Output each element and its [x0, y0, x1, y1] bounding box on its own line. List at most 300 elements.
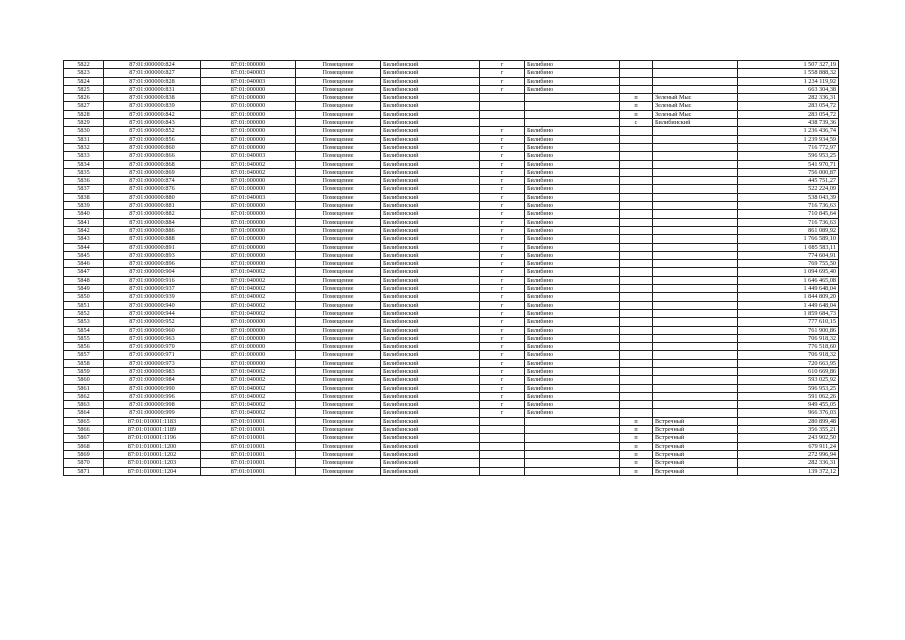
locality-type-cell: [620, 202, 653, 210]
settlement-type-cell: г: [480, 127, 525, 135]
object-type-cell: Помещение: [296, 251, 381, 259]
locality-name-cell: [653, 367, 738, 375]
row-number-cell: 5844: [64, 243, 104, 251]
settlement-name-cell: [525, 459, 620, 467]
locality-name-cell: [653, 376, 738, 384]
cadastral-number-cell: 87:01:000000:828: [104, 77, 201, 85]
cadastral-quarter-cell: 87:01:040002: [201, 392, 296, 400]
object-type-cell: Помещение: [296, 384, 381, 392]
district-cell: Билибинский: [381, 185, 480, 193]
row-number-cell: 5859: [64, 367, 104, 375]
row-number-cell: 5862: [64, 392, 104, 400]
locality-name-cell: [653, 168, 738, 176]
cadastral-number-cell: 87:01:000000:874: [104, 177, 201, 185]
cadastral-value-cell: 1 859 684,73: [738, 309, 839, 317]
locality-type-cell: [620, 318, 653, 326]
locality-type-cell: [620, 343, 653, 351]
settlement-type-cell: г: [480, 202, 525, 210]
cadastral-number-cell: 87:01:000000:860: [104, 143, 201, 151]
locality-type-cell: [620, 143, 653, 151]
locality-name-cell: [653, 293, 738, 301]
cadastral-number-cell: 87:01:000000:984: [104, 376, 201, 384]
settlement-name-cell: Билибино: [525, 392, 620, 400]
locality-type-cell: [620, 218, 653, 226]
cadastral-number-cell: 87:01:010001:1200: [104, 442, 201, 450]
cadastral-value-cell: 538 043,39: [738, 193, 839, 201]
locality-name-cell: Встречный: [653, 450, 738, 458]
settlement-type-cell: [480, 434, 525, 442]
locality-type-cell: [620, 77, 653, 85]
locality-name-cell: Встречный: [653, 459, 738, 467]
table-row: [64, 94, 839, 102]
settlement-name-cell: [525, 426, 620, 434]
object-type-cell: Помещение: [296, 226, 381, 234]
settlement-name-cell: Билибино: [525, 61, 620, 69]
table-row: [64, 467, 839, 475]
cadastral-quarter-cell: 87:01:010001: [201, 426, 296, 434]
settlement-name-cell: Билибино: [525, 260, 620, 268]
settlement-name-cell: Билибино: [525, 334, 620, 342]
settlement-type-cell: г: [480, 384, 525, 392]
table-row: [64, 276, 839, 284]
locality-type-cell: [620, 177, 653, 185]
table-row: [64, 318, 839, 326]
table-row: [64, 334, 839, 342]
row-number-cell: 5825: [64, 85, 104, 93]
locality-name-cell: Встречный: [653, 442, 738, 450]
cadastral-value-cell: 282 336,31: [738, 94, 839, 102]
cadastral-number-cell: 87:01:000000:869: [104, 168, 201, 176]
settlement-type-cell: г: [480, 226, 525, 234]
cadastral-quarter-cell: 87:01:000000: [201, 94, 296, 102]
locality-type-cell: [620, 293, 653, 301]
cadastral-value-cell: 243 902,50: [738, 434, 839, 442]
cadastral-quarter-cell: 87:01:040002: [201, 384, 296, 392]
settlement-name-cell: Билибино: [525, 85, 620, 93]
cadastral-number-cell: 87:01:000000:916: [104, 276, 201, 284]
district-cell: Билибинский: [381, 409, 480, 417]
cadastral-number-cell: 87:01:000000:866: [104, 152, 201, 160]
locality-name-cell: [653, 392, 738, 400]
row-number-cell: 5866: [64, 426, 104, 434]
settlement-type-cell: г: [480, 285, 525, 293]
locality-type-cell: [620, 235, 653, 243]
object-type-cell: Помещение: [296, 392, 381, 400]
district-cell: Билибинский: [381, 127, 480, 135]
row-number-cell: 5823: [64, 69, 104, 77]
object-type-cell: Помещение: [296, 218, 381, 226]
locality-name-cell: [653, 409, 738, 417]
locality-name-cell: [653, 384, 738, 392]
row-number-cell: 5832: [64, 143, 104, 151]
district-cell: Билибинский: [381, 69, 480, 77]
locality-name-cell: [653, 85, 738, 93]
locality-name-cell: [653, 334, 738, 342]
district-cell: Билибинский: [381, 309, 480, 317]
cadastral-quarter-cell: 87:01:000000: [201, 135, 296, 143]
row-number-cell: 5848: [64, 276, 104, 284]
row-number-cell: 5837: [64, 185, 104, 193]
cadastral-quarter-cell: 87:01:000000: [201, 243, 296, 251]
cadastral-quarter-cell: 87:01:000000: [201, 218, 296, 226]
locality-name-cell: [653, 285, 738, 293]
table-row: [64, 251, 839, 259]
locality-type-cell: [620, 409, 653, 417]
cadastral-quarter-cell: 87:01:040002: [201, 309, 296, 317]
district-cell: Билибинский: [381, 77, 480, 85]
settlement-type-cell: [480, 442, 525, 450]
object-type-cell: Помещение: [296, 202, 381, 210]
object-type-cell: Помещение: [296, 285, 381, 293]
cadastral-value-cell: 663 304,38: [738, 85, 839, 93]
table-row: [64, 202, 839, 210]
cadastral-value-cell: 1 449 648,04: [738, 301, 839, 309]
object-type-cell: Помещение: [296, 177, 381, 185]
cadastral-number-cell: 87:01:000000:843: [104, 119, 201, 127]
locality-type-cell: [620, 243, 653, 251]
settlement-name-cell: [525, 467, 620, 475]
row-number-cell: 5851: [64, 301, 104, 309]
table-row: [64, 309, 839, 317]
object-type-cell: Помещение: [296, 85, 381, 93]
object-type-cell: Помещение: [296, 326, 381, 334]
settlement-type-cell: [480, 467, 525, 475]
locality-name-cell: Встречный: [653, 426, 738, 434]
table-row: [64, 193, 839, 201]
table-row: [64, 442, 839, 450]
table-row: [64, 376, 839, 384]
row-number-cell: 5847: [64, 268, 104, 276]
cadastral-value-cell: 1 844 809,20: [738, 293, 839, 301]
district-cell: Билибинский: [381, 301, 480, 309]
locality-name-cell: [653, 351, 738, 359]
locality-type-cell: п: [620, 417, 653, 425]
row-number-cell: 5839: [64, 202, 104, 210]
row-number-cell: 5863: [64, 401, 104, 409]
cadastral-quarter-cell: 87:01:010001: [201, 459, 296, 467]
row-number-cell: 5865: [64, 417, 104, 425]
cadastral-quarter-cell: 87:01:000000: [201, 61, 296, 69]
cadastral-number-cell: 87:01:000000:882: [104, 210, 201, 218]
table-row: [64, 401, 839, 409]
locality-type-cell: [620, 309, 653, 317]
locality-name-cell: [653, 69, 738, 77]
cadastral-number-cell: 87:01:000000:839: [104, 102, 201, 110]
locality-type-cell: [620, 226, 653, 234]
district-cell: Билибинский: [381, 450, 480, 458]
cadastral-value-cell: 1 085 583,11: [738, 243, 839, 251]
table-row: [64, 367, 839, 375]
cadastral-number-cell: 87:01:000000:896: [104, 260, 201, 268]
settlement-type-cell: [480, 110, 525, 118]
cadastral-quarter-cell: 87:01:000000: [201, 143, 296, 151]
cadastral-number-cell: 87:01:000000:884: [104, 218, 201, 226]
table-row: [64, 293, 839, 301]
locality-name-cell: [653, 251, 738, 259]
settlement-name-cell: [525, 102, 620, 110]
district-cell: Билибинский: [381, 442, 480, 450]
settlement-type-cell: г: [480, 334, 525, 342]
object-type-cell: Помещение: [296, 401, 381, 409]
cadastral-value-cell: 710 845,64: [738, 210, 839, 218]
cadastral-value-cell: 716 736,63: [738, 218, 839, 226]
settlement-type-cell: [480, 119, 525, 127]
table-row: [64, 268, 839, 276]
cadastral-quarter-cell: 87:01:000000: [201, 110, 296, 118]
settlement-name-cell: Билибино: [525, 351, 620, 359]
cadastral-quarter-cell: 87:01:010001: [201, 417, 296, 425]
locality-name-cell: [653, 193, 738, 201]
object-type-cell: Помещение: [296, 243, 381, 251]
cadastral-quarter-cell: 87:01:010001: [201, 442, 296, 450]
settlement-type-cell: [480, 102, 525, 110]
locality-name-cell: [653, 268, 738, 276]
row-number-cell: 5850: [64, 293, 104, 301]
cadastral-number-cell: 87:01:000000:852: [104, 127, 201, 135]
locality-name-cell: Зеленый Мыс: [653, 110, 738, 118]
settlement-name-cell: [525, 110, 620, 118]
cadastral-number-cell: 87:01:000000:952: [104, 318, 201, 326]
row-number-cell: 5852: [64, 309, 104, 317]
locality-name-cell: [653, 61, 738, 69]
locality-type-cell: п: [620, 110, 653, 118]
row-number-cell: 5842: [64, 226, 104, 234]
settlement-type-cell: г: [480, 152, 525, 160]
locality-name-cell: [653, 160, 738, 168]
table-row: [64, 301, 839, 309]
cadastral-value-cell: 776 518,60: [738, 343, 839, 351]
table-row: [64, 152, 839, 160]
district-cell: Билибинский: [381, 318, 480, 326]
locality-name-cell: [653, 326, 738, 334]
district-cell: Билибинский: [381, 102, 480, 110]
settlement-name-cell: Билибино: [525, 359, 620, 367]
locality-name-cell: Билибинский: [653, 119, 738, 127]
locality-name-cell: [653, 260, 738, 268]
table-row: [64, 417, 839, 425]
locality-type-cell: [620, 210, 653, 218]
row-number-cell: 5849: [64, 285, 104, 293]
cadastral-value-cell: 761 900,86: [738, 326, 839, 334]
locality-name-cell: [653, 235, 738, 243]
cadastral-value-cell: 610 669,86: [738, 367, 839, 375]
table-row: [64, 351, 839, 359]
cadastral-quarter-cell: 87:01:040002: [201, 367, 296, 375]
district-cell: Билибинский: [381, 359, 480, 367]
settlement-type-cell: г: [480, 376, 525, 384]
district-cell: Билибинский: [381, 251, 480, 259]
settlement-name-cell: Билибино: [525, 218, 620, 226]
locality-name-cell: [653, 135, 738, 143]
cadastral-number-cell: 87:01:000000:960: [104, 326, 201, 334]
object-type-cell: Помещение: [296, 260, 381, 268]
cadastral-value-cell: 593 025,92: [738, 376, 839, 384]
row-number-cell: 5841: [64, 218, 104, 226]
locality-type-cell: [620, 251, 653, 259]
settlement-type-cell: г: [480, 318, 525, 326]
cadastral-quarter-cell: 87:01:010001: [201, 467, 296, 475]
object-type-cell: Помещение: [296, 334, 381, 342]
object-type-cell: Помещение: [296, 309, 381, 317]
settlement-name-cell: Билибино: [525, 301, 620, 309]
district-cell: Билибинский: [381, 343, 480, 351]
cadastral-quarter-cell: 87:01:040002: [201, 376, 296, 384]
district-cell: Билибинский: [381, 268, 480, 276]
settlement-type-cell: г: [480, 218, 525, 226]
table-row: [64, 235, 839, 243]
settlement-type-cell: г: [480, 367, 525, 375]
locality-type-cell: [620, 127, 653, 135]
locality-name-cell: [653, 309, 738, 317]
cadastral-number-cell: 87:01:010001:1196: [104, 434, 201, 442]
settlement-name-cell: Билибино: [525, 376, 620, 384]
cadastral-value-cell: 706 918,32: [738, 351, 839, 359]
cadastral-quarter-cell: 87:01:000000: [201, 326, 296, 334]
object-type-cell: Помещение: [296, 351, 381, 359]
locality-name-cell: [653, 185, 738, 193]
settlement-type-cell: г: [480, 135, 525, 143]
district-cell: Билибинский: [381, 160, 480, 168]
locality-type-cell: [620, 168, 653, 176]
locality-name-cell: [653, 218, 738, 226]
district-cell: Билибинский: [381, 384, 480, 392]
object-type-cell: Помещение: [296, 434, 381, 442]
settlement-type-cell: г: [480, 185, 525, 193]
settlement-name-cell: Билибино: [525, 309, 620, 317]
cadastral-value-cell: 769 755,50: [738, 260, 839, 268]
settlement-name-cell: Билибино: [525, 168, 620, 176]
settlement-name-cell: Билибино: [525, 409, 620, 417]
object-type-cell: Помещение: [296, 417, 381, 425]
district-cell: Билибинский: [381, 401, 480, 409]
locality-name-cell: [653, 226, 738, 234]
row-number-cell: 5869: [64, 450, 104, 458]
settlement-name-cell: [525, 119, 620, 127]
locality-type-cell: [620, 85, 653, 93]
cadastral-value-cell: 716 772,97: [738, 143, 839, 151]
cadastral-quarter-cell: 87:01:000000: [201, 334, 296, 342]
settlement-type-cell: г: [480, 268, 525, 276]
cadastral-number-cell: 87:01:000000:940: [104, 301, 201, 309]
settlement-name-cell: [525, 442, 620, 450]
cadastral-value-cell: 966 376,03: [738, 409, 839, 417]
district-cell: Билибинский: [381, 235, 480, 243]
object-type-cell: Помещение: [296, 409, 381, 417]
locality-name-cell: Зеленый Мыс: [653, 94, 738, 102]
cadastral-quarter-cell: 87:01:000000: [201, 119, 296, 127]
settlement-type-cell: г: [480, 293, 525, 301]
locality-type-cell: [620, 401, 653, 409]
settlement-name-cell: Билибино: [525, 210, 620, 218]
locality-type-cell: [620, 69, 653, 77]
object-type-cell: Помещение: [296, 152, 381, 160]
locality-type-cell: п: [620, 450, 653, 458]
row-number-cell: 5835: [64, 168, 104, 176]
settlement-type-cell: г: [480, 343, 525, 351]
settlement-type-cell: г: [480, 359, 525, 367]
settlement-name-cell: Билибино: [525, 384, 620, 392]
row-number-cell: 5843: [64, 235, 104, 243]
object-type-cell: Помещение: [296, 426, 381, 434]
cadastral-value-cell: 596 953,25: [738, 384, 839, 392]
district-cell: Билибинский: [381, 110, 480, 118]
table-row: [64, 110, 839, 118]
district-cell: Билибинский: [381, 293, 480, 301]
locality-type-cell: [620, 260, 653, 268]
settlement-type-cell: [480, 450, 525, 458]
cadastral-quarter-cell: 87:01:000000: [201, 85, 296, 93]
settlement-type-cell: г: [480, 61, 525, 69]
table-row: [64, 450, 839, 458]
cadastral-number-cell: 87:01:000000:856: [104, 135, 201, 143]
district-cell: Билибинский: [381, 61, 480, 69]
object-type-cell: Помещение: [296, 301, 381, 309]
table-row: [64, 143, 839, 151]
cadastral-value-cell: 280 899,48: [738, 417, 839, 425]
object-type-cell: Помещение: [296, 442, 381, 450]
cadastral-quarter-cell: 87:01:000000: [201, 210, 296, 218]
cadastral-number-cell: 87:01:000000:944: [104, 309, 201, 317]
settlement-type-cell: г: [480, 301, 525, 309]
district-cell: Билибинский: [381, 119, 480, 127]
district-cell: Билибинский: [381, 243, 480, 251]
settlement-name-cell: Билибино: [525, 202, 620, 210]
row-number-cell: 5826: [64, 94, 104, 102]
cadastral-quarter-cell: 87:01:040003: [201, 69, 296, 77]
locality-type-cell: [620, 392, 653, 400]
settlement-name-cell: Билибино: [525, 143, 620, 151]
cadastral-value-cell: 596 953,25: [738, 152, 839, 160]
table-row: [64, 426, 839, 434]
settlement-type-cell: [480, 426, 525, 434]
locality-type-cell: [620, 135, 653, 143]
table-row: [64, 77, 839, 85]
cadastral-number-cell: 87:01:010001:1204: [104, 467, 201, 475]
cadastral-number-cell: 87:01:000000:970: [104, 343, 201, 351]
district-cell: Билибинский: [381, 459, 480, 467]
settlement-name-cell: [525, 450, 620, 458]
cadastral-number-cell: 87:01:000000:838: [104, 94, 201, 102]
settlement-name-cell: Билибино: [525, 276, 620, 284]
settlement-name-cell: Билибино: [525, 268, 620, 276]
cadastral-value-cell: 706 918,32: [738, 334, 839, 342]
row-number-cell: 5834: [64, 160, 104, 168]
row-number-cell: 5860: [64, 376, 104, 384]
cadastral-quarter-cell: 87:01:040002: [201, 268, 296, 276]
settlement-type-cell: г: [480, 168, 525, 176]
cadastral-value-cell: 139 372,12: [738, 467, 839, 475]
table-row: [64, 160, 839, 168]
row-number-cell: 5846: [64, 260, 104, 268]
cadastral-number-cell: 87:01:000000:999: [104, 409, 201, 417]
object-type-cell: Помещение: [296, 127, 381, 135]
row-number-cell: 5861: [64, 384, 104, 392]
cadastral-value-cell: 720 663,95: [738, 359, 839, 367]
object-type-cell: Помещение: [296, 276, 381, 284]
table-row: [64, 343, 839, 351]
table-row: [64, 102, 839, 110]
settlement-name-cell: [525, 94, 620, 102]
settlement-name-cell: Билибино: [525, 185, 620, 193]
district-cell: Билибинский: [381, 226, 480, 234]
row-number-cell: 5831: [64, 135, 104, 143]
settlement-type-cell: г: [480, 326, 525, 334]
settlement-type-cell: г: [480, 409, 525, 417]
settlement-name-cell: Билибино: [525, 135, 620, 143]
settlement-name-cell: Билибино: [525, 152, 620, 160]
cadastral-quarter-cell: 87:01:040002: [201, 160, 296, 168]
cadastral-quarter-cell: 87:01:000000: [201, 102, 296, 110]
